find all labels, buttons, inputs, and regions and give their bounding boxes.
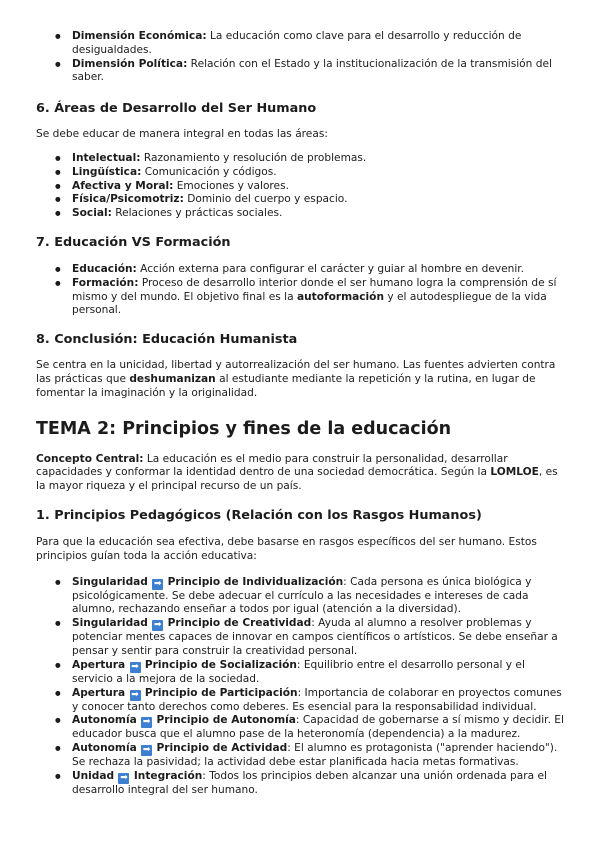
- item-text: Emociones y valores.: [173, 179, 289, 192]
- list-item: [36, 30, 564, 58]
- areas-list: [36, 152, 564, 221]
- item-text: Proceso de desarrollo interior donde el ser humano logra la comprensión de sí mismo y del mundo. El objetivo final es la: [72, 276, 557, 303]
- trait-label: Singularidad: [72, 575, 148, 588]
- list-item: [36, 152, 564, 166]
- trait-label: Apertura: [72, 658, 126, 671]
- item-text: : Importancia de colaborar en proyectos comunes y conocer tanto derechos como deberes. Es esencial para la responsabilidad individual.: [72, 686, 562, 713]
- emphasis-text: autoformación: [296, 290, 384, 303]
- principles-list: [36, 576, 564, 798]
- item-term: Afectiva y Moral:: [72, 179, 174, 192]
- right-arrow-icon: ➡: [131, 689, 139, 700]
- item-text: Relaciones y prácticas sociales.: [111, 207, 283, 220]
- item-text: : Equilibrio entre el desarrollo personal y el servicio a la mejora de la sociedad.: [72, 658, 525, 685]
- item-term: Dimensión Política:: [72, 57, 188, 70]
- concept-term: Concepto Central:: [36, 452, 144, 465]
- list-item: [36, 277, 564, 318]
- principle-label: Principio de Individualización: [167, 575, 344, 588]
- item-text: : Cada persona es única biológica y psicológicamente. Se debe adecuar el currículo a las necesidades e intereses de cada alumno, rechazando enseñar a todos por igual (atención a la diversidad).: [72, 575, 532, 616]
- item-text: : Ayuda al alumno a resolver problemas y potenciar mentes capaces de innovar en campos científicos o artísticos. Se debe enseñar a pensar y sentir para construir la creatividad personal.: [72, 617, 558, 657]
- list-item: [36, 263, 564, 277]
- list-item: [36, 617, 564, 659]
- dimensions-list: [36, 30, 564, 85]
- principle-label: Principio de Autonomía: [156, 714, 296, 727]
- item-text: Razonamiento y resolución de problemas.: [140, 151, 367, 164]
- section-heading-1: 1. Principios Pedagógicos (Relación con los Rasgos Humanos): [36, 507, 482, 523]
- item-text: Acción externa para configurar el carácter y guiar al hombre en devenir.: [136, 262, 525, 275]
- right-arrow-icon: ➡: [153, 578, 162, 589]
- item-text: La educación como clave para el desarrollo y reducción de desigualdades.: [72, 30, 522, 56]
- right-arrow-icon: ➡: [142, 717, 151, 728]
- item-text: y el autodespliegue de la vida personal.: [72, 290, 547, 317]
- item-term: Física/Psicomotriz:: [72, 193, 184, 206]
- item-text: Comunicación y códigos.: [141, 165, 277, 178]
- right-arrow-icon: ➡: [131, 661, 139, 672]
- item-text: : El alumno es protagonista ("aprender haciendo"). Se rechaza la pasividad; la actividad debe estar planificada hacia metas formativas.: [72, 742, 558, 769]
- central-concept-paragraph: Concepto Central: La educación es el medio para construir la personalidad, desarrollar capacidades y conformar la identidad dentro de una sociedad democrática. Según la LOMLOE, es la mayor riqueza y el principal recurso de un país.: [36, 452, 558, 493]
- principle-label: Principio de Socialización: [144, 658, 297, 671]
- list-item: [36, 576, 564, 618]
- list-item: [36, 659, 564, 687]
- education-formation-list: [36, 263, 564, 318]
- item-term: Social:: [72, 207, 112, 220]
- emphasis-text: deshumanizan: [129, 372, 216, 385]
- section-heading-8: 8. Conclusión: Educación Humanista: [36, 332, 298, 348]
- list-item: [36, 207, 564, 221]
- document-page: [36, 30, 564, 798]
- section-6-intro: Se debe educar de manera integral en todas las áreas:: [36, 128, 328, 141]
- list-item: [36, 742, 564, 770]
- principle-label: Principio de Participación: [144, 686, 298, 699]
- list-item: [36, 714, 564, 742]
- item-term: Dimensión Económica:: [72, 30, 207, 42]
- item-text: : Todos los principios deben alcanzar una unión ordenada para el desarrollo integral del ser humano.: [72, 769, 547, 796]
- item-term: Formación:: [72, 276, 139, 289]
- list-item: [36, 166, 564, 180]
- item-text: Dominio del cuerpo y espacio.: [183, 193, 348, 206]
- item-text: : Capacidad de gobernarse a sí mismo y decidir. El educador busca que el alumno pase de la heteronomía (dependencia) a la madurez.: [72, 714, 564, 741]
- trait-label: Unidad: [72, 769, 115, 782]
- section-8-paragraph: Se centra en la unicidad, libertad y autorrealización del ser humano. Las fuentes advierten contra las prácticas que deshumanizan al estudiante mediante la repetición y la rutina, en lugar de fomentar la imaginación y la originalidad.: [36, 359, 556, 399]
- right-arrow-icon: ➡: [120, 772, 128, 783]
- topic-title: TEMA 2: Principios y fines de la educación: [36, 418, 452, 439]
- item-text: Relación con el Estado y la institucionalización de la transmisión del saber.: [72, 57, 552, 84]
- trait-label: Apertura: [72, 686, 126, 699]
- trait-label: Autonomía: [72, 742, 137, 755]
- section-heading-6: 6. Áreas de Desarrollo del Ser Humano: [36, 101, 317, 117]
- item-term: Intelectual:: [72, 151, 141, 164]
- list-item: [36, 180, 564, 194]
- trait-label: Autonomía: [72, 714, 137, 727]
- item-term: Educación:: [72, 262, 137, 275]
- item-term: Lingüística:: [72, 165, 142, 178]
- principle-label: Principio de Creatividad: [167, 617, 312, 630]
- section-1-intro: Para que la educación sea efectiva, debe basarse en rasgos específicos del ser humano. Estos principios guían toda la acción educativa:: [36, 535, 537, 562]
- list-item: [36, 58, 564, 86]
- right-arrow-icon: ➡: [142, 745, 151, 756]
- list-item: [36, 687, 564, 715]
- principle-label: Integración: [133, 769, 203, 782]
- emphasis-text: LOMLOE: [490, 466, 539, 479]
- list-item: [36, 770, 564, 798]
- right-arrow-icon: ➡: [153, 620, 162, 631]
- trait-label: Singularidad: [72, 617, 148, 630]
- section-heading-7: 7. Educación VS Formación: [36, 234, 231, 250]
- principle-label: Principio de Actividad: [156, 742, 288, 755]
- list-item: [36, 193, 564, 207]
